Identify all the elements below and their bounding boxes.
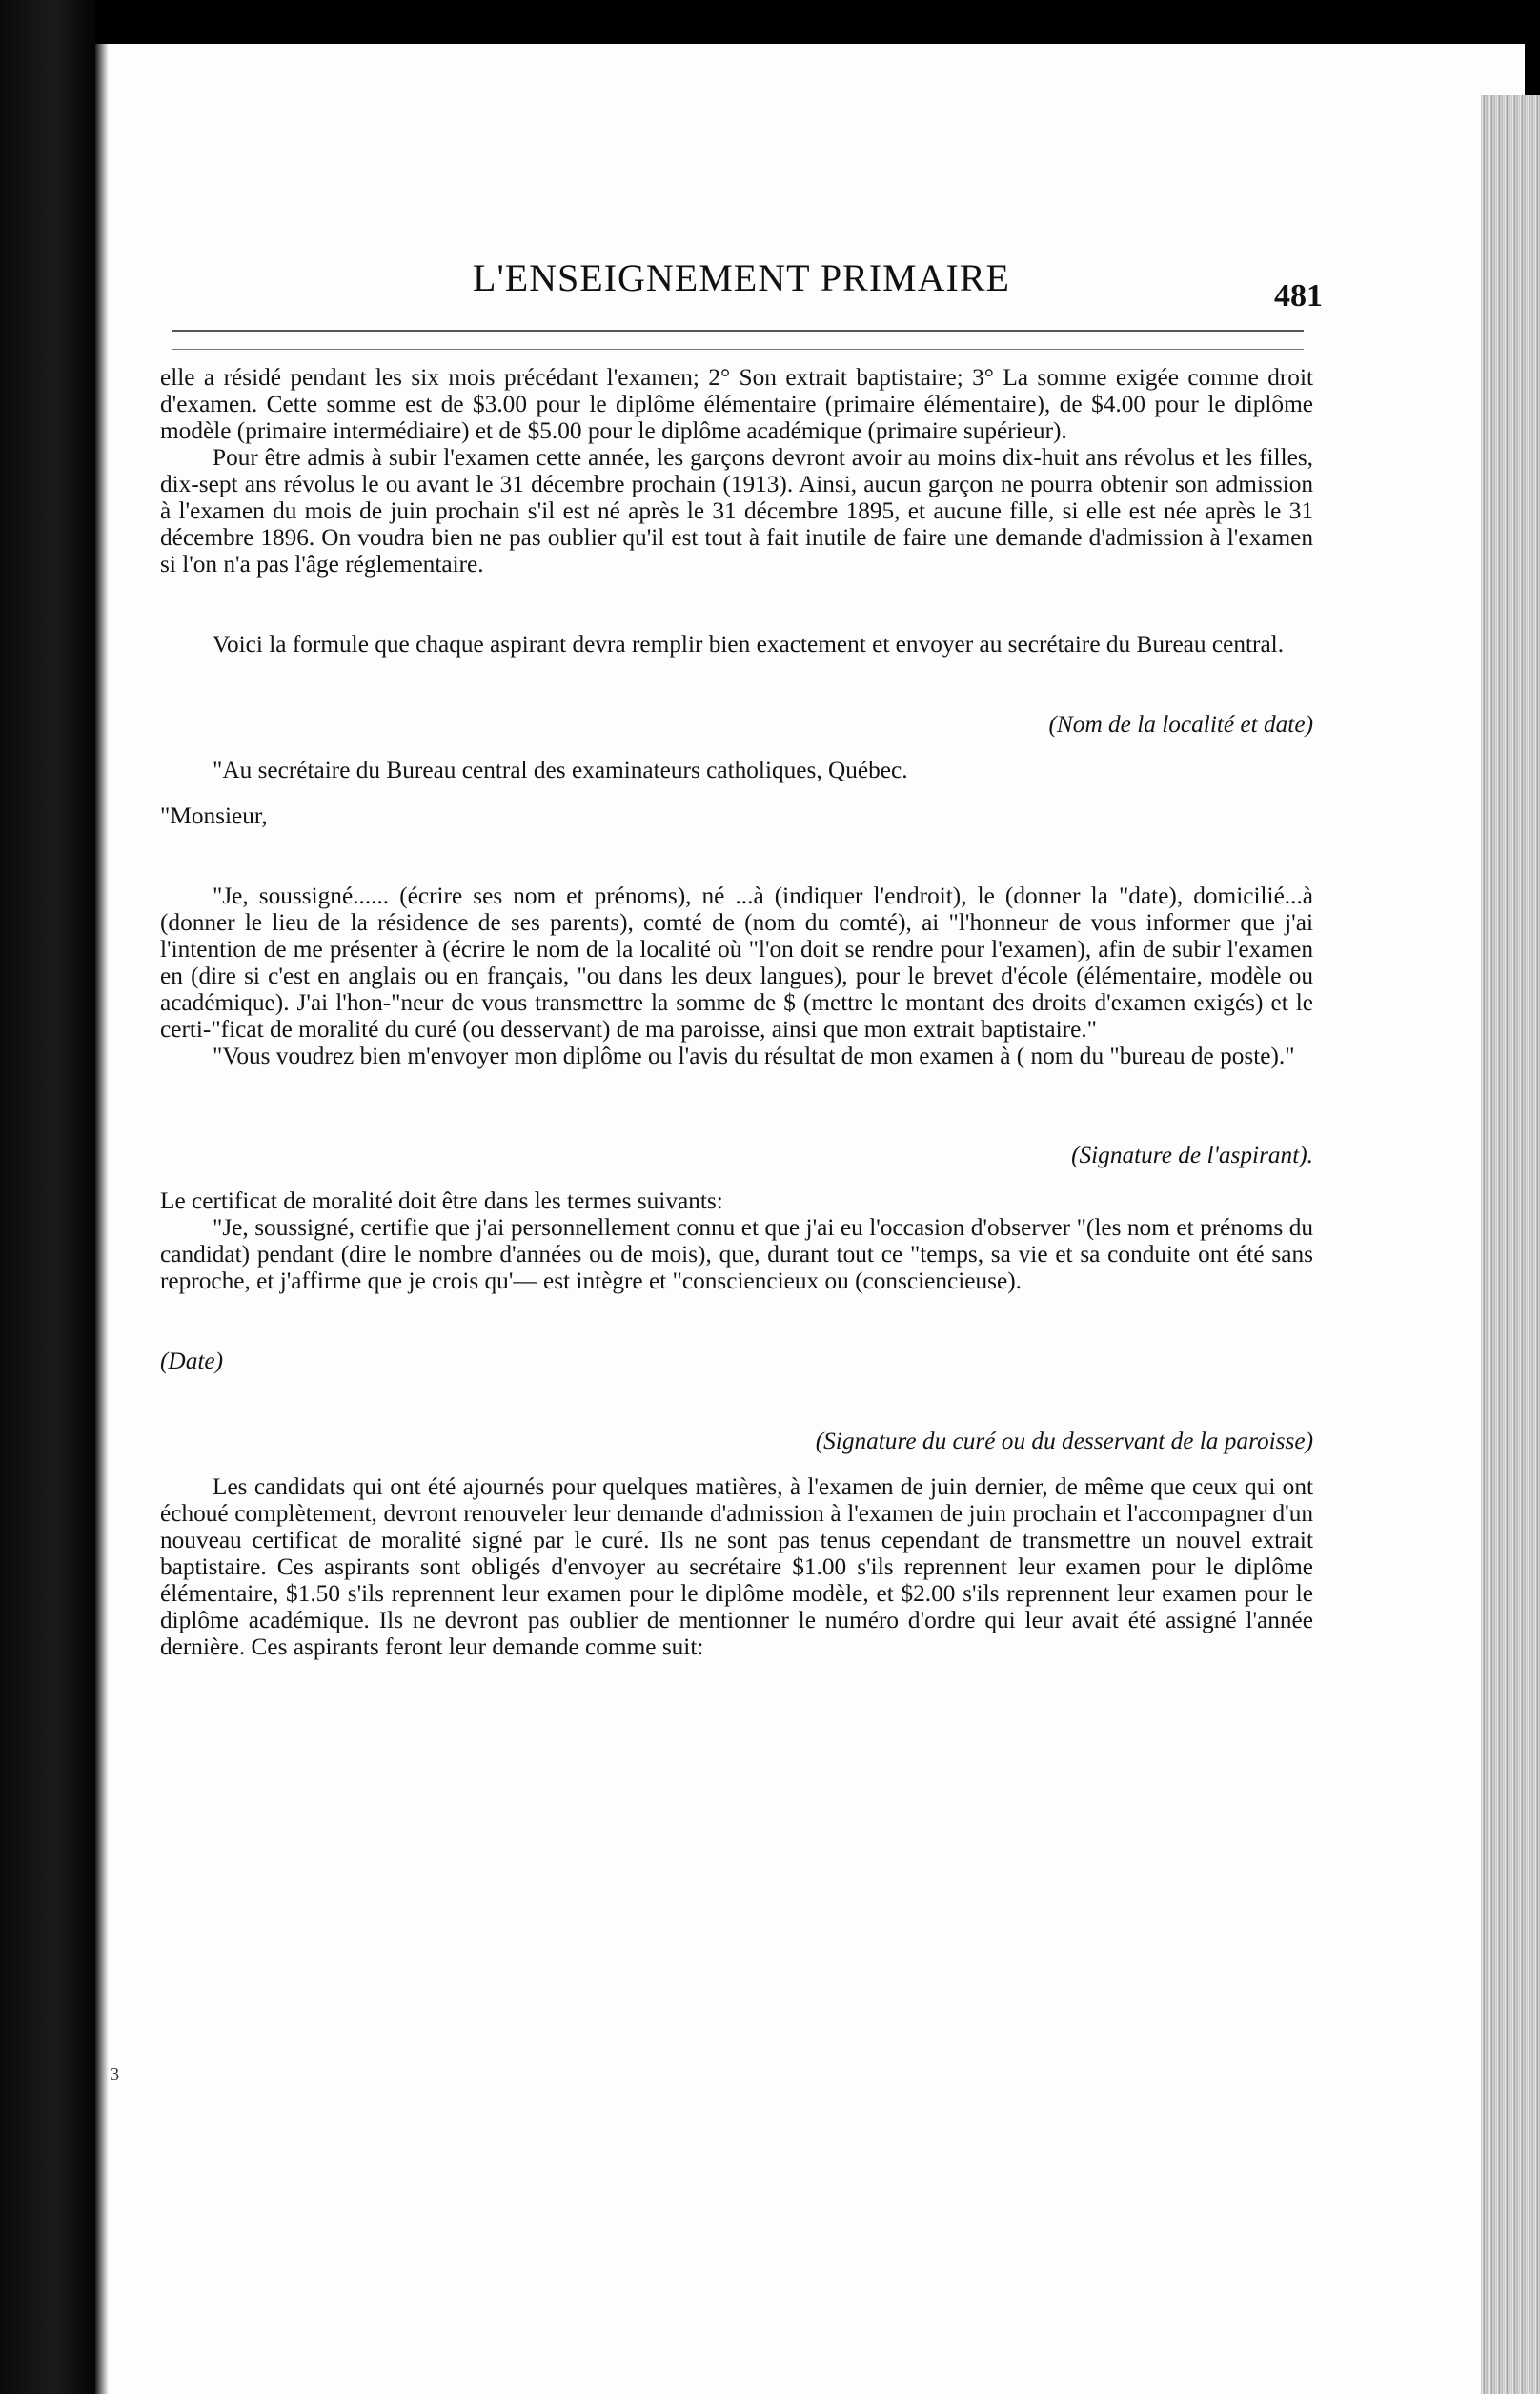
certificate-date: (Date)	[160, 1348, 224, 1374]
paragraph-form-intro: Voici la formule que chaque aspirant devra remplir bien exactement et envoyer au secrétaire du Bureau central.	[213, 631, 1285, 658]
spine-shadow	[95, 44, 109, 2394]
paragraph-age-requirement: Pour être admis à subir l'examen cette année, les garçons devront avoir au moins dix-huit ans révolus et les filles, dix-sept ans révolus le ou avant le 31 décembre prochain (1913). Ainsi, aucun garçon ne pourra obtenir son admission à l'examen du mois de juin prochain s'il est né après le 31 décembre 1895, et aucune fille, si elle est née après le 31 décembre 1896. On voudra bien ne pas oublier qu'il est tout à fait inutile de faire une demande d'admission à l'examen si l'on n'a pas l'âge réglementaire.	[160, 444, 1313, 578]
certificate-signature-cure: (Signature du curé ou du desservant de la paroisse)	[815, 1428, 1313, 1454]
body-text	[160, 364, 1313, 1660]
page-fore-edge	[1481, 95, 1540, 2394]
form-salutation: "Monsieur,	[160, 802, 268, 829]
form-diploma-request: "Vous voudrez bien m'envoyer mon diplôme ou l'avis du résultat de mon examen à ( nom du "bureau de poste)."	[213, 1043, 1295, 1069]
form-addressee: "Au secrétaire du Bureau central des examinateurs catholiques, Québec.	[213, 757, 908, 783]
page-number: 481	[1274, 278, 1323, 314]
footer-signature-mark: 3	[111, 2064, 119, 2083]
form-signature-applicant: (Signature de l'aspirant).	[1071, 1142, 1313, 1168]
paragraph-certificate-intro: Le certificat de moralité doit être dans les termes suivants:	[160, 1187, 723, 1214]
form-application-body: "Je, soussigné...... (écrire ses nom et prénoms), né ...à (indiquer l'endroit), le (donner la "date), domicilié...à (donner le lieu de la résidence de ses parents), comté de (nom du comté), ai "l'honneur de vous informer que j'ai l'intention de me présenter à (écrire le nom de la localité où "l'on doit se rendre pour l'examen), afin de subir l'examen en (dire si c'est en anglais ou en français, "ou dans les deux langues), pour le brevet d'école (élémentaire, modèle ou académique). J'ai l'hon-"neur de vous transmettre la somme de $ (mettre le montant des droits d'examen exigés) et le certi-"ficat de moralité du curé (ou desservant) de ma paroisse, ainsi que mon extrait baptistaire."	[160, 883, 1313, 1043]
paragraph-fees: elle a résidé pendant les six mois précédant l'examen; 2° Son extrait baptistaire; 3° La somme exigée comme droit d'examen. Cette somme est de $3.00 pour le diplôme élémentaire (primaire élémentaire), de $4.00 pour le diplôme modèle (primaire intermédiaire) et de $5.00 pour le diplôme académique (primaire supérieur).	[160, 364, 1313, 444]
header-rule-thin	[172, 349, 1304, 350]
header-rule	[172, 330, 1304, 332]
paragraph-repeat-candidates: Les candidats qui ont été ajournés pour quelques matières, à l'examen de juin dernier, de même que ceux qui ont échoué complètement, devront renouveler leur demande d'admission à l'examen de juin prochain et l'accompagner d'un nouveau certificat de moralité signé par le curé. Ils ne sont pas tenus cependant de transmettre un nouvel extrait baptistaire. Ces aspirants sont obligés d'envoyer au secrétaire $1.00 s'ils reprennent leur examen pour le diplôme élémentaire, $1.50 s'ils reprennent leur examen pour le diplôme modèle, et $2.00 s'ils reprennent leur examen pour le diplôme académique. Ils ne devront pas oublier de mentionner le numéro d'ordre qui leur avait été assigné l'année dernière. Ces aspirants feront leur demande comme suit:	[160, 1473, 1313, 1660]
running-title: L'ENSEIGNEMENT PRIMAIRE	[473, 256, 1010, 299]
certificate-body: "Je, soussigné, certifie que j'ai personnellement connu et que j'ai eu l'occasion d'observer "(les nom et prénoms du candidat) pendant (dire le nombre d'années ou de mois), que, durant tout ce "temps, sa vie et sa conduite ont été sans reproche, et j'affirme que je crois qu'— est intègre et "consciencieux ou (consciencieuse).	[160, 1214, 1313, 1294]
binding-shadow	[0, 0, 95, 2394]
form-locality-date: (Nom de la localité et date)	[1048, 711, 1313, 738]
